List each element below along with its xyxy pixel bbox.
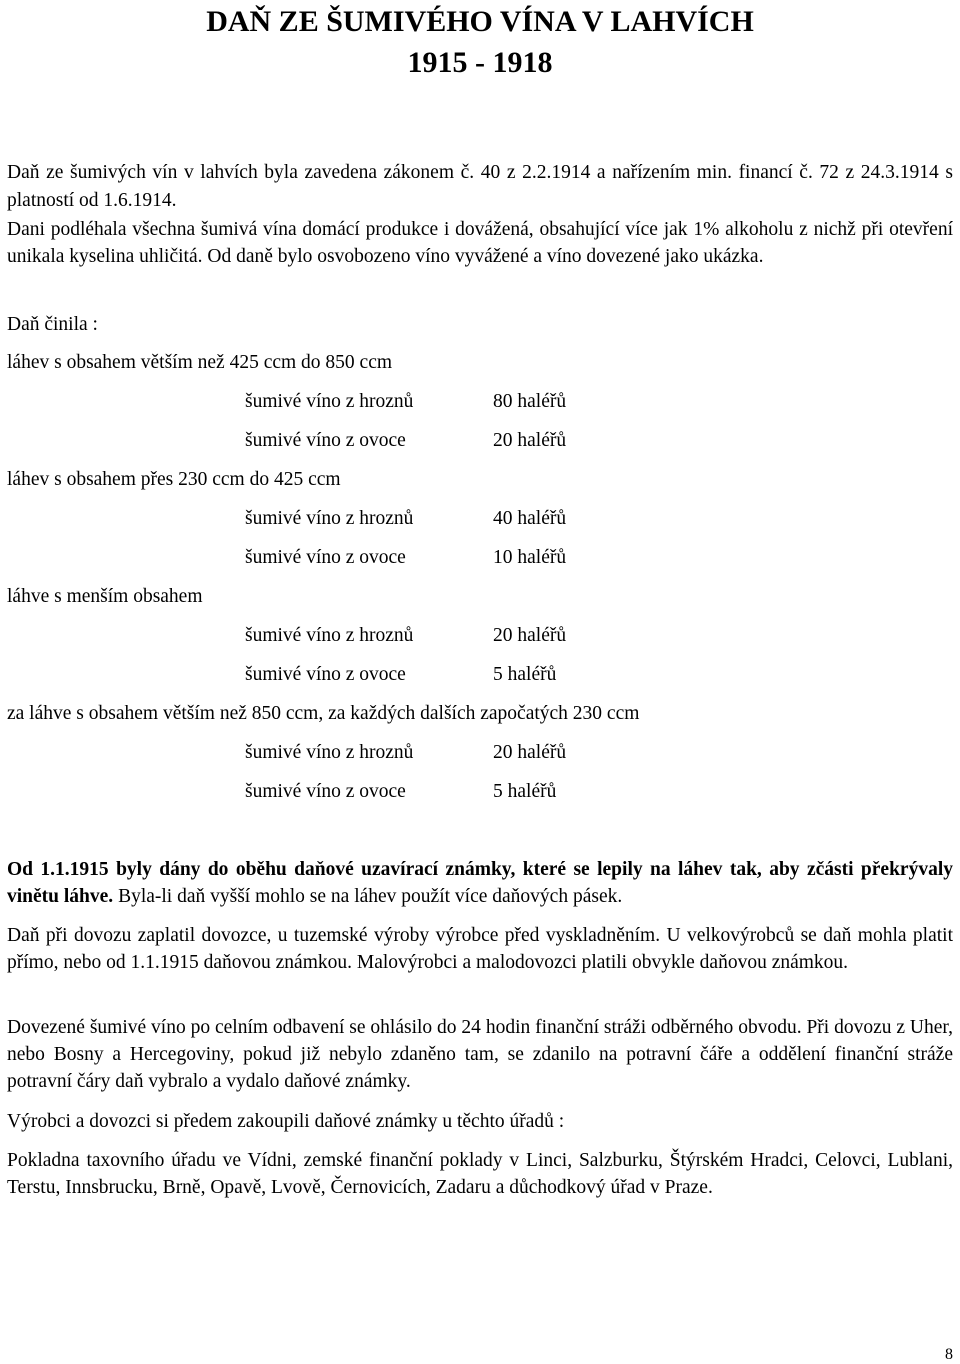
offices-intro: Výrobci a dovozci si předem zakoupili daňové známky u těchto úřadů :: [7, 1111, 565, 1132]
rate-tax-amount: 80 haléřů: [493, 391, 567, 412]
rate-tax-amount: 5 haléřů: [493, 664, 557, 685]
intro-scope-paragraph: Dani podléhala všechna šumivá vína domácí produkce i dovážená, obsahující více jak 1% alkoholu z nichž při otevření unikala kyselina uhličitá. Od daně bylo osvobozeno víno vyvážené a víno dovezené jako ukázka.: [7, 219, 953, 267]
rate-tax-amount: 40 haléřů: [493, 508, 567, 529]
rate-category: láhve s menším obsahem: [7, 586, 203, 607]
stamps-bold-text: Od 1.1.1915 byly dány do oběhu daňové uzavírací známky, které se lepily na láhev tak, aby zčásti překrývaly vinětu láhve.: [7, 859, 953, 907]
page-number: 8: [945, 1346, 953, 1363]
rate-tax-amount: 20 haléřů: [493, 625, 567, 646]
rate-tax-amount: 10 haléřů: [493, 547, 567, 568]
rate-tax-amount: 5 haléřů: [493, 781, 557, 802]
rate-wine-type: šumivé víno z ovoce: [245, 781, 406, 802]
stamps-text: Byla-li daň vyšší mohlo se na láhev použít více daňových pásek.: [113, 886, 623, 907]
stamps-paragraph: [7, 856, 953, 910]
rate-wine-type: šumivé víno z ovoce: [245, 547, 406, 568]
rate-wine-type: šumivé víno z hroznů: [245, 391, 414, 412]
rate-category: láhev s obsahem přes 230 ccm do 425 ccm: [7, 469, 341, 490]
rate-wine-type: šumivé víno z ovoce: [245, 664, 406, 685]
offices-paragraph: Pokladna taxovního úřadu ve Vídni, zemské finanční poklady v Linci, Salzburku, Štýrském Hradci, Celovci, Lublani, Terstu, Innsbrucku, Brně, Opavě, Lvově, Černovicích, Zadaru a důchodkový úřad v Praze.: [7, 1150, 953, 1198]
rate-wine-type: šumivé víno z hroznů: [245, 508, 414, 529]
rate-wine-type: šumivé víno z ovoce: [245, 430, 406, 451]
rate-category: láhev s obsahem větším než 425 ccm do 850 ccm: [7, 352, 393, 373]
rate-tax-amount: 20 haléřů: [493, 742, 567, 763]
rates-heading: Daň činila :: [7, 314, 98, 335]
payment-paragraph: Daň při dovozu zaplatil dovozce, u tuzemské výroby výrobce před vyskladněním. U velkovýrobců se daň mohla platit přímo, nebo od 1.1.1915 daňovou známkou. Malovýrobci a malodovozci platili obvykle daňovou známkou.: [7, 925, 953, 973]
rate-wine-type: šumivé víno z hroznů: [245, 742, 414, 763]
rate-tax-amount: 20 haléřů: [493, 430, 567, 451]
import-paragraph: Dovezené šumivé víno po celním odbavení se ohlásilo do 24 hodin finanční stráži odběrného obvodu. Při dovozu z Uher, nebo Bosny a Hercegoviny, pokud již nebylo zdaněno tam, se zdanilo na potravní čáře a oddělení finanční stráže potravní čáry daň vybralo a vydalo daňové známky.: [7, 1017, 953, 1092]
rate-category: za láhve s obsahem větším než 850 ccm, za každých dalších započatých 230 ccm: [7, 703, 640, 724]
rate-wine-type: šumivé víno z hroznů: [245, 625, 414, 646]
page-subtitle-years: 1915 - 1918: [407, 46, 553, 79]
intro-law-paragraph: Daň ze šumivých vín v lahvích byla zavedena zákonem č. 40 z 2.2.1914 a nařízením min. financí č. 72 z 24.3.1914 s platností od 1.6.1914.: [7, 162, 953, 211]
page-title: DAŇ ZE ŠUMIVÉHO VÍNA V LAHVÍCH: [206, 5, 754, 38]
